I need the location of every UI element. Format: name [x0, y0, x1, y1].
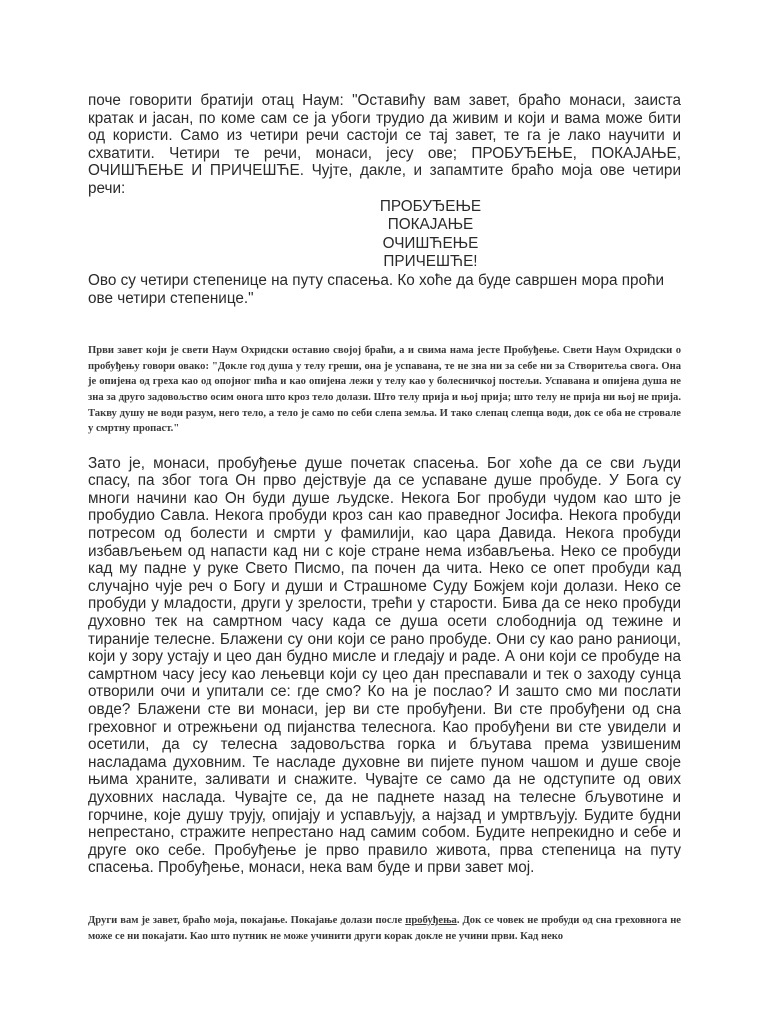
word-awakening: ПРОБУЂЕЊЕ: [379, 197, 482, 215]
intro-paragraph: поче говорити братији отац Наум: "Оставићу вам завет, браћо монаси, заиста кратак и јасан, по коме сам се ја убоги трудио да живим и који и вама може бити од користи. Само из четири речи састоји се тај завет, те га је лако научити и схватити. Четири те речи, монаси, јесу ове; ПРОБУЂЕЊЕ, ПОКАЈАЊЕ, ОЧИШЋЕЊЕ И ПРИЧЕШЋЕ. Чујте, дакле, и запамтите браћо моја ове четири речи:: [88, 92, 681, 197]
second-covenant-text-end: . Док се човек не пробуди од сна греховнога не може се ни покајати. Као што путник не може учинити други корак докле не учини први. Кад неко: [88, 914, 682, 942]
main-paragraph: Зато је, монаси, пробуђење душе почетак спасења. Бог хоће да се сви људи спасу, па због тога Он прво дејствује да се успаване душе пробуде. У Бога су многи начини као Он буди душе људске. Некога Бог пробуди чудом као што је пробудио Савла. Некога пробуди кроз сан као праведног Јосифа. Некога пробуди потресом од болести и смрти у фамилији, као цара Давида. Некога пробуди избављењем од напасти кад ни с које стране нема избављења. Неко се пробуди кад му падне у руке Свето Писмо, па почен да чита. Неко се опет пробуди кад случајно чује реч о Богу и души и Страшноме Суду Божјем који долази. Неко се пробуди у младости, други у зрелости, трећи у старости. Бива да се неко пробуди духовно тек на самртном часу када се душа осети слободнија од тежине и тираније телесне. Блажени су они који се рано пробуде. Они су као рано раниоци, који у зору устају и цео дан будно мисле и гледају и раде. А они који се пробуде на самртном часу јесу као лењевци који су цео дан преспавали и тек о заходу сунца отворили очи и упитали се: где смо? Ко на је послао? И зашто смо ми послати овде? Блажени сте ви монаси, јер ви сте пробуђени. Ви сте пробуђени од сна греховног и отрежњени од пијанства телеснога. Као пробуђени ви сте увидели и осетили, да су телесна задовољства горка и бљутава према узвишеним насладама духовним. Те насладе духовне ви пијете пуном чашом и душе своје њима храните, заливати и снажите. Чувајте се само да не одступите од ових духовних наслада. Чувајте се, да не паднете назад на телесне бљувотине и горчине, које душу трују, опијају и успављују, а најзад и умртвљују. Будите будни непрестано, стражите непрестано над самим собом. Будите непрекидно и себе и друге око себе. Пробуђење је прво правило живота, прва степеница на путу спасења. Пробуђење, монаси, нека вам буде и први завет мој.: [88, 454, 681, 877]
document-page: [88, 92, 681, 944]
underlined-word: пробуђења: [405, 914, 457, 926]
second-covenant-text-start: Други вам је завет, браћо моја, покајање. Покајање долази после: [88, 914, 406, 926]
second-covenant-paragraph: [88, 913, 681, 944]
first-covenant-paragraph: Први завет који је свети Наум Охридски оставио својој браћи, а и свима нама јесте Пробуђење. Свети Наум Охридски о пробуђењу говори овако: "Докле год душа у телу греши, она је успавана, те не зна ни за себе ни за Створитеља свога. Она је опијена од греха као од опојног пића и као опијена лежи у телу као у болесничкој постељи. Успавана и опијена душа не зна за друго задовољство осим онога што кроз тело долази. Што телу прија и њој прија; што телу не прија ни њој не прија. Такву душу не води разум, него тело, а тело је само по себи слепа земља. И тако слепац слепца води, док се оба не стровале у смртну пропаст.": [88, 345, 681, 435]
intro-closing: Ово су четири степенице на путу спасења. Ко хоће да буде савршен мора проћи ове четири степенице.": [88, 271, 665, 307]
word-purification: ОЧИШЋЕЊЕ: [382, 234, 479, 252]
word-repentance: ПОКАЈАЊЕ: [387, 216, 474, 234]
word-communion: ПРИЧЕШЋЕ!: [383, 253, 478, 271]
four-words-list: [88, 198, 681, 272]
